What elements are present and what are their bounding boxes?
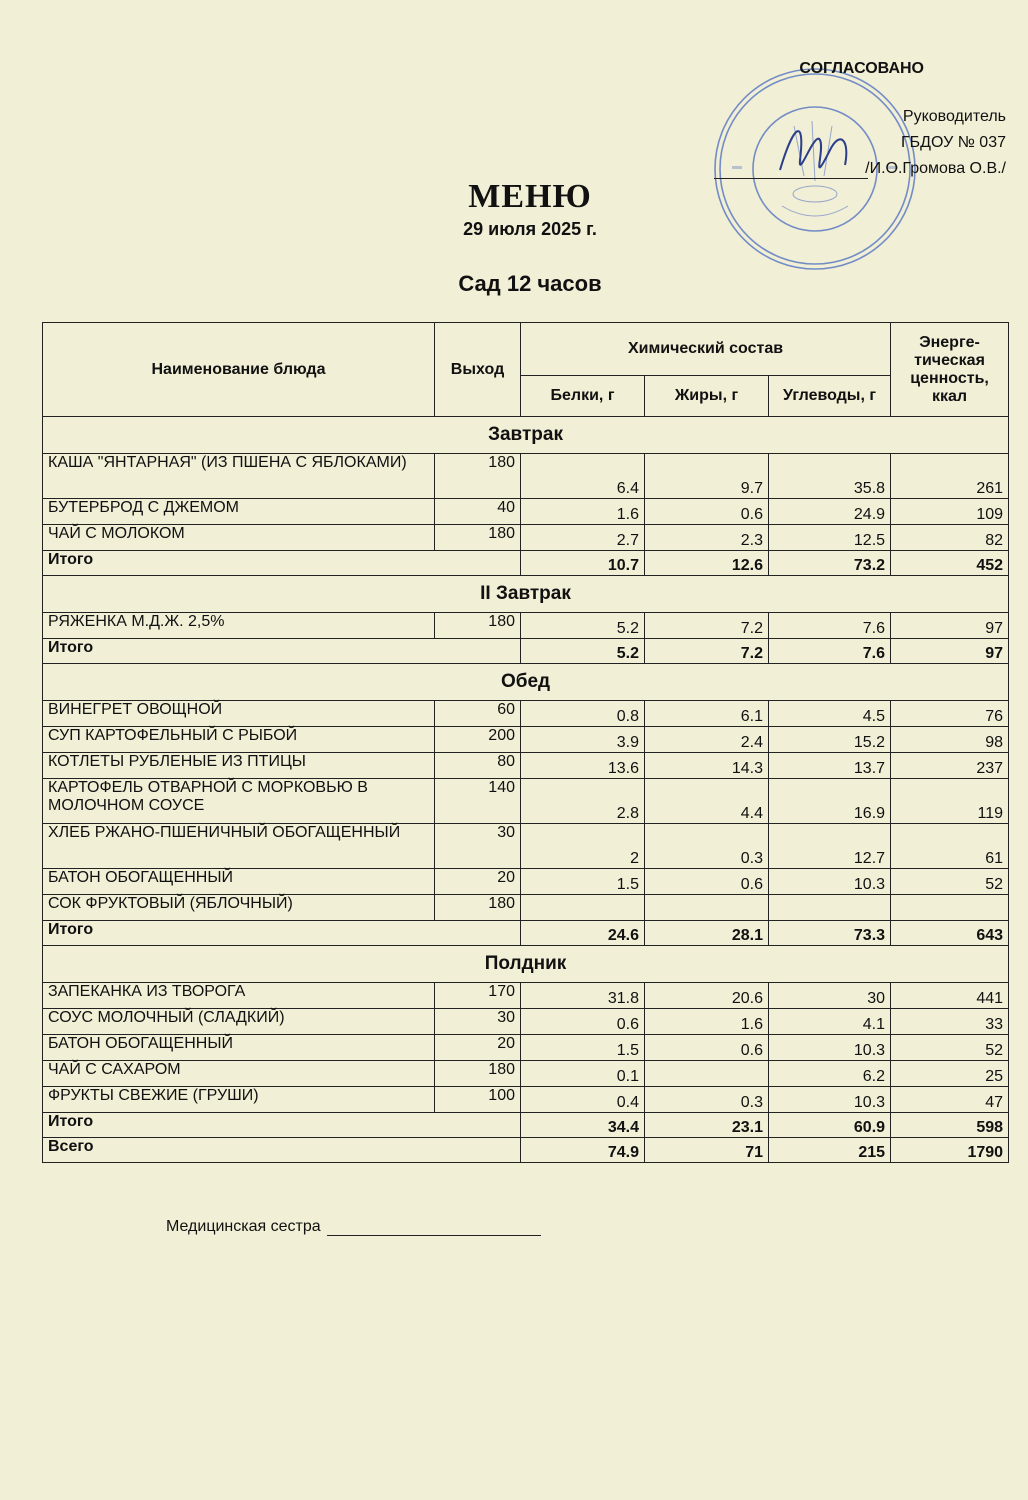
dish-name: СОУС МОЛОЧНЫЙ (СЛАДКИЙ) (43, 1009, 435, 1035)
dish-carbs: 15.2 (769, 727, 891, 753)
grand-total-fat: 71 (645, 1138, 769, 1163)
approval-title: СОГЛАСОВАНО (799, 60, 924, 77)
dish-name: БУТЕРБРОД С ДЖЕМОМ (43, 499, 435, 525)
dish-fat: 0.3 (645, 824, 769, 869)
section-total-row (43, 1113, 1009, 1138)
table-row (43, 1087, 1009, 1113)
col-header-fat: Жиры, г (645, 376, 769, 417)
menu-date: 29 июля 2025 г. (463, 219, 597, 239)
grand-total-protein: 74.9 (521, 1138, 645, 1163)
dish-output: 170 (435, 983, 521, 1009)
section-title: Обед (43, 664, 1009, 701)
dish-energy (891, 895, 1009, 921)
dish-carbs: 10.3 (769, 1035, 891, 1061)
table-row (43, 869, 1009, 895)
dish-fat: 20.6 (645, 983, 769, 1009)
dish-name: ЧАЙ С МОЛОКОМ (43, 525, 435, 551)
total-protein: 24.6 (521, 921, 645, 946)
col-header-energy: Энерге-тическая ценность, ккал (891, 323, 1009, 417)
col-header-protein: Белки, г (521, 376, 645, 417)
dish-name: БАТОН ОБОГАЩЕННЫЙ (43, 1035, 435, 1061)
dish-fat: 7.2 (645, 613, 769, 639)
dish-energy: 25 (891, 1061, 1009, 1087)
menu-group: Сад 12 часов (458, 271, 602, 296)
dish-protein: 2.8 (521, 779, 645, 824)
dish-name: СОК ФРУКТОВЫЙ (ЯБЛОЧНЫЙ) (43, 895, 435, 921)
dish-output: 100 (435, 1087, 521, 1113)
total-carbs: 73.3 (769, 921, 891, 946)
dish-energy: 261 (891, 454, 1009, 499)
col-header-chem: Химический состав (521, 323, 891, 376)
total-label: Итого (43, 921, 521, 946)
grand-total-label: Всего (43, 1138, 521, 1163)
dish-carbs (769, 895, 891, 921)
total-carbs: 60.9 (769, 1113, 891, 1138)
dish-name: БАТОН ОБОГАЩЕННЫЙ (43, 869, 435, 895)
dish-energy: 33 (891, 1009, 1009, 1035)
dish-protein: 0.4 (521, 1087, 645, 1113)
dish-protein: 1.5 (521, 869, 645, 895)
dish-fat: 0.3 (645, 1087, 769, 1113)
section-header (43, 576, 1009, 613)
dish-energy: 61 (891, 824, 1009, 869)
dish-name: ХЛЕБ РЖАНО-ПШЕНИЧНЫЙ ОБОГАЩЕННЫЙ (43, 824, 435, 869)
dish-name: ЗАПЕКАНКА ИЗ ТВОРОГА (43, 983, 435, 1009)
dish-carbs: 13.7 (769, 753, 891, 779)
section-title: Завтрак (43, 417, 1009, 454)
page-title: МЕНЮ (468, 178, 592, 215)
section-header (43, 664, 1009, 701)
dish-output: 140 (435, 779, 521, 824)
dish-carbs: 4.1 (769, 1009, 891, 1035)
approval-block (799, 56, 1006, 182)
dish-protein: 1.5 (521, 1035, 645, 1061)
dish-protein: 2.7 (521, 525, 645, 551)
total-carbs: 73.2 (769, 551, 891, 576)
grand-total-energy: 1790 (891, 1138, 1009, 1163)
dish-energy: 119 (891, 779, 1009, 824)
dish-energy: 52 (891, 1035, 1009, 1061)
approval-org: ГБДОУ № 037 (900, 134, 1006, 151)
dish-protein: 13.6 (521, 753, 645, 779)
dish-output: 20 (435, 869, 521, 895)
table-row (43, 779, 1009, 824)
dish-protein (521, 895, 645, 921)
total-energy: 97 (891, 639, 1009, 664)
dish-name: КАРТОФЕЛЬ ОТВАРНОЙ С МОРКОВЬЮ В МОЛОЧНОМ СОУСЕ (43, 779, 435, 824)
dish-carbs: 4.5 (769, 701, 891, 727)
dish-energy: 109 (891, 499, 1009, 525)
table-row (43, 499, 1009, 525)
dish-protein: 0.1 (521, 1061, 645, 1087)
total-energy: 452 (891, 551, 1009, 576)
total-label: Итого (43, 551, 521, 576)
dish-fat: 0.6 (645, 869, 769, 895)
dish-protein: 31.8 (521, 983, 645, 1009)
total-protein: 34.4 (521, 1113, 645, 1138)
nurse-label: Медицинская сестра (166, 1218, 321, 1235)
table-row (43, 613, 1009, 639)
dish-protein: 3.9 (521, 727, 645, 753)
total-energy: 598 (891, 1113, 1009, 1138)
dish-name: СУП КАРТОФЕЛЬНЫЙ С РЫБОЙ (43, 727, 435, 753)
total-fat: 12.6 (645, 551, 769, 576)
dish-output: 30 (435, 1009, 521, 1035)
dish-carbs: 12.5 (769, 525, 891, 551)
dish-fat: 2.3 (645, 525, 769, 551)
dish-energy: 47 (891, 1087, 1009, 1113)
table-row (43, 1035, 1009, 1061)
total-energy: 643 (891, 921, 1009, 946)
dish-name: ЧАЙ С САХАРОМ (43, 1061, 435, 1087)
section-title: Полдник (43, 946, 1009, 983)
dish-output: 180 (435, 454, 521, 499)
dish-energy: 76 (891, 701, 1009, 727)
dish-carbs: 6.2 (769, 1061, 891, 1087)
grand-total-row (43, 1138, 1009, 1163)
dish-protein: 0.6 (521, 1009, 645, 1035)
menu-table (42, 322, 1009, 1163)
dish-output: 80 (435, 753, 521, 779)
dish-fat: 0.6 (645, 1035, 769, 1061)
dish-name: ВИНЕГРЕТ ОВОЩНОЙ (43, 701, 435, 727)
table-row (43, 454, 1009, 499)
dish-fat: 14.3 (645, 753, 769, 779)
table-row (43, 983, 1009, 1009)
dish-output: 180 (435, 895, 521, 921)
dish-carbs: 10.3 (769, 869, 891, 895)
dish-fat: 4.4 (645, 779, 769, 824)
table-row (43, 701, 1009, 727)
dish-name: ФРУКТЫ СВЕЖИЕ (ГРУШИ) (43, 1087, 435, 1113)
dish-fat: 2.4 (645, 727, 769, 753)
dish-name: КОТЛЕТЫ РУБЛЕНЫЕ ИЗ ПТИЦЫ (43, 753, 435, 779)
nurse-signature (166, 1218, 541, 1236)
dish-carbs: 7.6 (769, 613, 891, 639)
total-protein: 5.2 (521, 639, 645, 664)
dish-energy: 441 (891, 983, 1009, 1009)
menu-body (43, 417, 1009, 1163)
dish-protein: 1.6 (521, 499, 645, 525)
dish-energy: 98 (891, 727, 1009, 753)
total-carbs: 7.6 (769, 639, 891, 664)
table-row (43, 727, 1009, 753)
dish-output: 180 (435, 613, 521, 639)
dish-output: 20 (435, 1035, 521, 1061)
total-fat: 28.1 (645, 921, 769, 946)
dish-name: РЯЖЕНКА М.Д.Ж. 2,5% (43, 613, 435, 639)
dish-carbs: 10.3 (769, 1087, 891, 1113)
dish-energy: 97 (891, 613, 1009, 639)
dish-fat (645, 1061, 769, 1087)
dish-carbs: 24.9 (769, 499, 891, 525)
dish-fat: 6.1 (645, 701, 769, 727)
section-total-row (43, 639, 1009, 664)
total-fat: 7.2 (645, 639, 769, 664)
dish-carbs: 16.9 (769, 779, 891, 824)
dish-fat: 0.6 (645, 499, 769, 525)
dish-output: 180 (435, 525, 521, 551)
approval-position: Руководитель (902, 108, 1006, 125)
total-label: Итого (43, 639, 521, 664)
dish-carbs: 30 (769, 983, 891, 1009)
dish-output: 200 (435, 727, 521, 753)
dish-energy: 52 (891, 869, 1009, 895)
dish-output: 40 (435, 499, 521, 525)
table-row (43, 753, 1009, 779)
col-header-carbs: Углеводы, г (769, 376, 891, 417)
dish-name: КАША "ЯНТАРНАЯ" (ИЗ ПШЕНА С ЯБЛОКАМИ) (43, 454, 435, 499)
total-fat: 23.1 (645, 1113, 769, 1138)
nurse-signature-line (327, 1221, 541, 1236)
total-label: Итого (43, 1113, 521, 1138)
col-header-name: Наименование блюда (43, 323, 435, 417)
table-row (43, 824, 1009, 869)
table-row (43, 525, 1009, 551)
table-row (43, 895, 1009, 921)
approval-signer: /И.О.Громова О.В./ (865, 160, 1006, 177)
section-title: II Завтрак (43, 576, 1009, 613)
section-header (43, 946, 1009, 983)
dish-carbs: 35.8 (769, 454, 891, 499)
grand-total-carbs: 215 (769, 1138, 891, 1163)
dish-energy: 82 (891, 525, 1009, 551)
section-header (43, 417, 1009, 454)
total-protein: 10.7 (521, 551, 645, 576)
table-row (43, 1009, 1009, 1035)
section-total-row (43, 551, 1009, 576)
section-total-row (43, 921, 1009, 946)
dish-fat (645, 895, 769, 921)
dish-protein: 6.4 (521, 454, 645, 499)
dish-fat: 9.7 (645, 454, 769, 499)
table-row (43, 1061, 1009, 1087)
dish-output: 30 (435, 824, 521, 869)
dish-fat: 1.6 (645, 1009, 769, 1035)
dish-protein: 0.8 (521, 701, 645, 727)
dish-carbs: 12.7 (769, 824, 891, 869)
dish-output: 180 (435, 1061, 521, 1087)
dish-protein: 5.2 (521, 613, 645, 639)
dish-output: 60 (435, 701, 521, 727)
dish-energy: 237 (891, 753, 1009, 779)
dish-protein: 2 (521, 824, 645, 869)
col-header-output: Выход (435, 323, 521, 417)
